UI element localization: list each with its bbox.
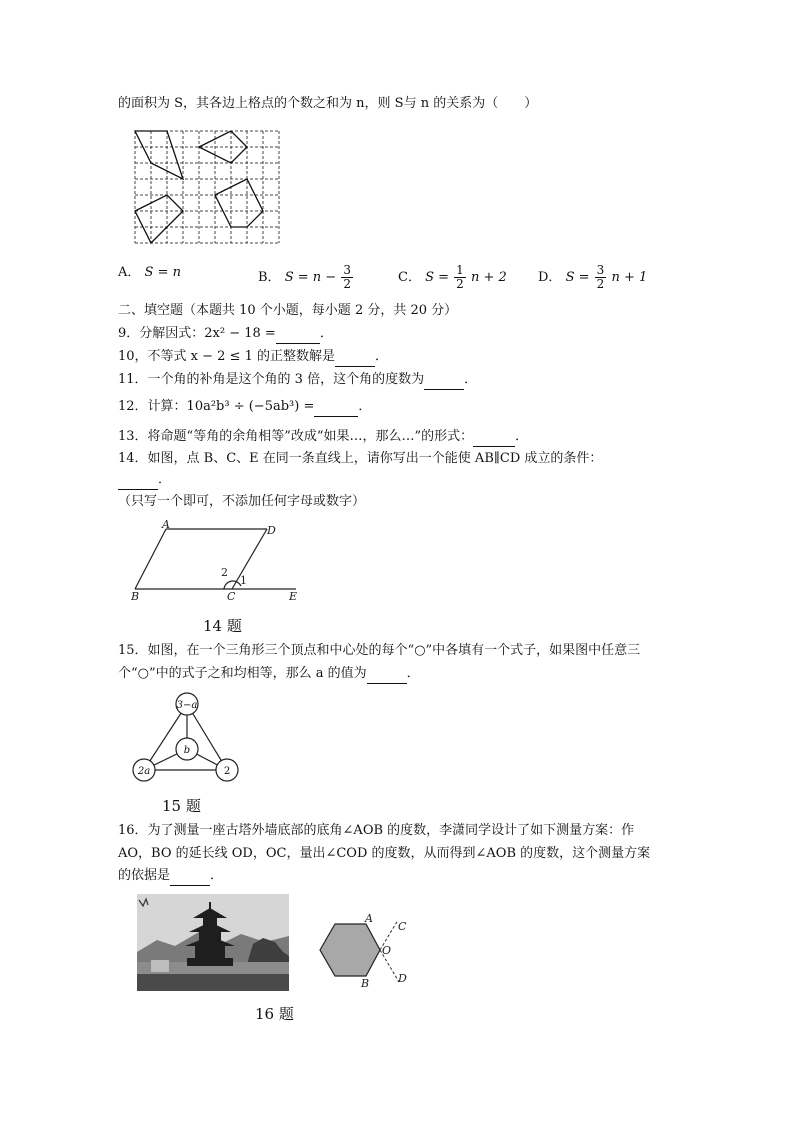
answer-blank[interactable] <box>170 867 210 886</box>
label-a: A <box>162 520 170 531</box>
hex-label-a: A <box>365 912 373 925</box>
label-e: E <box>289 590 298 603</box>
label-d: D <box>267 524 276 537</box>
fraction: $\frac{1}{2}$ <box>456 263 464 291</box>
hex-label-o: O <box>382 944 392 957</box>
answer-blank[interactable] <box>424 371 464 390</box>
circle-top-label: 3−a <box>176 700 198 711</box>
q13-line: 13．将命题“等角的余角相等”改成“如果…，那么…”的形式： ． <box>118 428 528 447</box>
option-c[interactable]: C． S = $\frac{1}{2}$ n + 2 <box>398 263 507 291</box>
hexagon-angle-figure <box>316 912 412 990</box>
fraction: $\frac{3}{2}$ <box>343 263 351 291</box>
angle-2-label: 2 <box>221 566 228 579</box>
q15-line2: 个“○”中的式子之和均相等，那么 a 的值为 ． <box>118 665 420 684</box>
q14-line: 14．如图，点 B、C、E 在同一条直线上，请你写出一个能使 AB∥CD 成立的条件： <box>118 451 603 466</box>
pagoda-photo <box>137 894 289 991</box>
figure-caption-15: 15 题 <box>162 797 201 815</box>
answer-blank[interactable] <box>367 665 407 684</box>
q12-line: 12．计算：10a²b³ ÷ (−5ab³) = ． <box>118 398 371 417</box>
label-b: B <box>131 590 140 603</box>
q11-line: 11．一个角的补角是这个角的 3 倍，这个角的度数为 ． <box>118 371 477 390</box>
section-title: 二、填空题（本题共 10 个小题，每小题 2 分，共 20 分） <box>118 303 458 318</box>
answer-blank[interactable] <box>314 398 358 417</box>
answer-blank[interactable] <box>276 325 320 344</box>
answer-blank[interactable] <box>118 471 158 490</box>
q15-line1: 15．如图，在一个三角形三个顶点和中心处的每个“○”中各填有一个式子，如果图中任意三 <box>118 643 641 658</box>
option-b[interactable]: B． S = n − $\frac{3}{2}$ <box>258 263 351 291</box>
q16-line2: AO，BO 的延长线 OD，OC，量出∠COD 的度数，从而得到∠AOB 的度数，这个测量方案 <box>118 846 651 861</box>
q16-line1: 16．为了测量一座古塔外墙底部的底角∠AOB 的度数，李潇同学设计了如下测量方案：作 <box>118 823 635 838</box>
answer-blank[interactable] <box>335 348 375 367</box>
option-d[interactable]: D． S = $\frac{3}{2}$ n + 1 <box>538 263 648 291</box>
triangle-circles-figure <box>130 690 246 784</box>
q16-line3: 的依据是 ． <box>118 867 223 886</box>
circle-center-label: b <box>183 745 191 756</box>
q10-line: 10，不等式 x − 2 ≤ 1 的正整数解是 ． <box>118 348 388 367</box>
parallelogram-figure <box>128 520 308 606</box>
answer-blank[interactable] <box>473 428 515 447</box>
fraction: $\frac{3}{2}$ <box>596 263 605 291</box>
lattice-grid-figure <box>133 128 285 246</box>
q8-stem-tail: 的面积为 S，其各边上格点的个数之和为 n，则 S与 n 的关系为（ ） <box>118 96 538 111</box>
q14-note: （只写一个即可，不添加任何字母或数字） <box>118 494 366 509</box>
hex-label-d: D <box>398 972 407 985</box>
label-c: C <box>227 590 236 603</box>
q9-line: 9．分解因式：2x² − 18 = ． <box>118 325 333 344</box>
q14-answer-line: ． <box>118 471 171 490</box>
angle-1-label: 1 <box>240 574 247 587</box>
figure-caption-16: 16 题 <box>255 1005 294 1023</box>
option-a[interactable]: A． S = n <box>118 265 181 280</box>
hex-label-c: C <box>398 920 407 933</box>
circle-left-label: 2a <box>137 766 151 777</box>
circle-right-label: 2 <box>223 766 231 777</box>
hex-label-b: B <box>361 977 370 990</box>
figure-caption-14: 14 题 <box>203 617 242 635</box>
